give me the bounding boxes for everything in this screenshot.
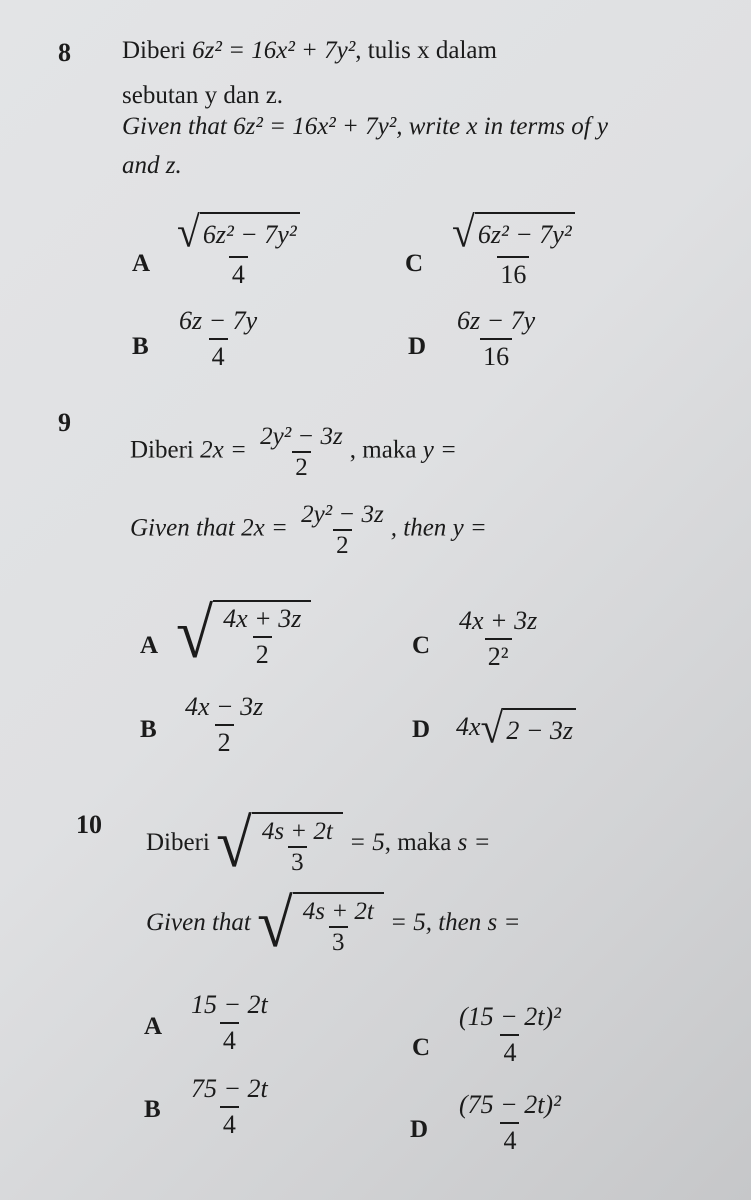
q8-option-a-numerator: 6z² − 7y² (200, 212, 300, 254)
q8-option-d-denominator: 16 (480, 338, 512, 372)
q8-option-b-numerator: 6z − 7y (179, 306, 258, 335)
q8-option-b-label: B (132, 333, 149, 360)
q8-number: 8 (58, 38, 71, 67)
q8-option-c-denominator: 16 (497, 256, 529, 290)
q10-option-d-denominator: 4 (500, 1122, 519, 1156)
q8-malay-line1 (122, 38, 497, 63)
q10-malay-suffix: , maka (384, 829, 452, 857)
q10-option-d (452, 1090, 568, 1156)
q8-option-a-label: A (132, 250, 151, 277)
q8-malay-line2: sebutan y dan z. (122, 82, 284, 109)
q9-option-a-denominator: 2 (253, 636, 272, 670)
q9-option-c-numerator: 4x + 3z (459, 606, 538, 635)
q10-option-d-numerator: (75 − 2t)² (459, 1090, 561, 1119)
q10-malay-line: Diberi √ $\frac{4s + 2t}{3}$ = 5, maka s = (146, 806, 491, 882)
q8-option-a: √ 6z² − 7y² 4 (170, 212, 307, 290)
q9-malay-rhs: y = (422, 436, 457, 464)
q8-option-b-denominator: 4 (209, 338, 228, 372)
q8-english-prefix: Given that (122, 113, 227, 140)
q8-option-a-denominator: 4 (229, 256, 248, 290)
q9-malay-lhs: 2x = (200, 436, 247, 464)
q10-option-a (184, 990, 275, 1056)
q8-option-b (172, 306, 264, 372)
q9-english-prefix: Given that (130, 514, 235, 542)
q10-option-b-label: B (144, 1096, 161, 1123)
q10-malay-numerator: 4s + 2t (261, 817, 333, 845)
q9-malay-denominator: 2 (292, 451, 311, 480)
q9-english-denominator: 2 (333, 529, 352, 558)
q10-malay-prefix: Diberi (146, 829, 210, 857)
q9-option-b-numerator: 4x − 3z (185, 692, 264, 721)
q10-option-d-label: D (410, 1116, 429, 1143)
q8-option-d (450, 306, 542, 372)
q9-option-d-radicand: 2 − 3z (503, 708, 576, 750)
q9-english-rhs: y = (452, 514, 487, 542)
q10-option-a-numerator: 15 − 2t (191, 990, 268, 1019)
q10-option-b-denominator: 4 (220, 1106, 239, 1140)
q9-option-d-label: D (412, 716, 431, 743)
q8-option-d-label: D (408, 333, 427, 360)
q9-option-b-denominator: 2 (215, 724, 234, 758)
q9-option-d-coefficient: 4x (456, 711, 481, 741)
q9-option-a: √ $\frac{4x + 3z}{2}$ (176, 600, 311, 670)
q9-malay-numerator: 2y² − 3z (260, 423, 343, 450)
q10-english-prefix: Given that (146, 909, 251, 937)
q10-option-c-numerator: (15 − 2t)² (459, 1002, 561, 1031)
q8-malay-equation: 6z² = 16x² + 7y² (192, 37, 356, 64)
q10-malay-rhs: s = (457, 829, 491, 857)
q8-english-line2: and z. (122, 152, 182, 179)
q10-english-line: Given that √ $\frac{4s + 2t}{3}$ = 5, then s = (146, 886, 521, 962)
q8-english-equation: 6z² = 16x² + 7y² (233, 113, 397, 140)
q10-option-a-denominator: 4 (220, 1022, 239, 1056)
q9-english-numerator: 2y² − 3z (301, 501, 384, 528)
q9-english-lhs: 2x = (241, 514, 288, 542)
q9-option-b (178, 692, 270, 758)
q10-english-numerator: 4s + 2t (302, 897, 374, 925)
q10-option-c-label: C (412, 1034, 431, 1061)
q9-english-suffix: , then (390, 514, 447, 542)
q8-option-d-numerator: 6z − 7y (457, 306, 536, 335)
q9-option-c (452, 606, 544, 672)
q8-english-line1 (122, 114, 608, 139)
q10-option-b (184, 1074, 275, 1140)
q9-english-line (130, 502, 487, 558)
q9-option-a-label: A (140, 632, 159, 659)
q10-english-denominator: 3 (329, 926, 348, 955)
q9-option-c-denominator: 2² (485, 638, 512, 672)
q9-option-a-numerator: 4x + 3z (223, 604, 302, 633)
q10-english-eq: = 5 (390, 909, 426, 937)
q9-malay-suffix: , maka (349, 436, 417, 464)
q8-malay-suffix: , tulis x dalam (355, 37, 497, 64)
q10-option-c (452, 1002, 568, 1068)
q9-option-b-label: B (140, 716, 157, 743)
q8-option-c-label: C (405, 250, 424, 277)
q10-option-b-numerator: 75 − 2t (191, 1074, 268, 1103)
q9-option-d: 4x √ 2 − 3z (456, 708, 576, 750)
q10-option-a-label: A (144, 1013, 163, 1040)
q9-malay-line (130, 424, 457, 480)
q10-english-rhs: s = (487, 909, 521, 937)
q9-option-c-label: C (412, 632, 431, 659)
q8-malay-prefix: Diberi (122, 37, 186, 64)
q10-malay-denominator: 3 (288, 846, 307, 875)
q9-malay-prefix: Diberi (130, 436, 194, 464)
q10-option-c-denominator: 4 (500, 1034, 519, 1068)
q8-option-c-numerator: 6z² − 7y² (475, 212, 575, 254)
q10-number: 10 (76, 810, 102, 839)
q8-option-c: √ 6z² − 7y² 16 (445, 212, 582, 290)
q10-malay-eq: = 5 (349, 829, 385, 857)
q10-english-suffix: , then (425, 909, 482, 937)
q8-english-suffix: , write x in terms of y (396, 113, 609, 140)
q9-number: 9 (58, 408, 71, 437)
